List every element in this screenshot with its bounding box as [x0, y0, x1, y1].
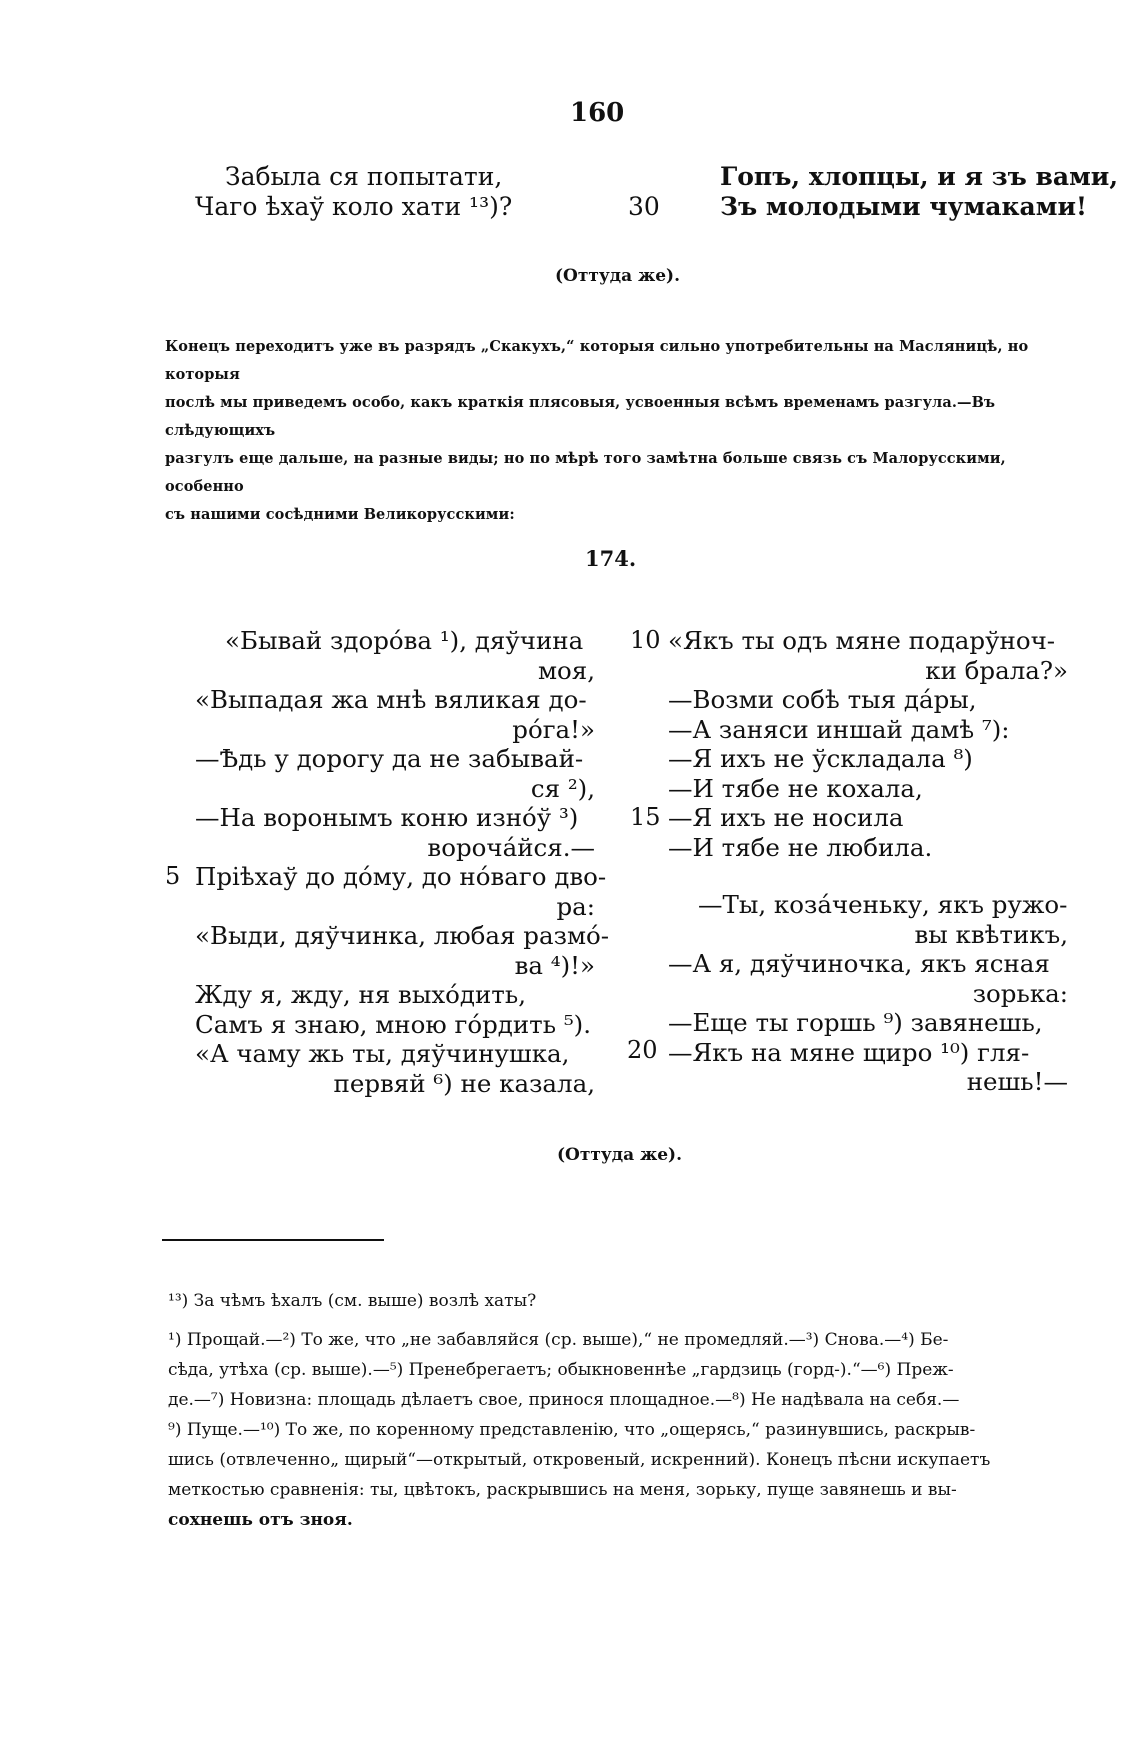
footnote-line: меткостью сравненiя: ты, цвѣтокъ, раскрывшись на меня, зорьку, пуще завянешь и вы- [168, 1480, 957, 1500]
source-note-2: (Оттуда же). [557, 1145, 683, 1165]
poem-line: рóга!» [512, 714, 595, 744]
poem-line: —И тябе не любила. [668, 832, 933, 862]
poem-line: —Я ихъ не ўскладала ⁸) [668, 744, 973, 773]
poem-line: —На воронымъ коню изнóў ³) [195, 803, 579, 832]
paragraph-line: Конецъ переходитъ уже въ разрядъ „Скакухъ,“ которыя сильно употребительны на Масляницѣ, но которыя [165, 338, 1029, 383]
stanza-gap [668, 862, 1068, 890]
poem-line: —Ты, козáченьку, якъ ружо- [698, 890, 1068, 919]
poem-line: зорька: [972, 978, 1068, 1008]
footnote-line: шись (отвлеченно„ щирый“—открытый, откровеный, искренний). Конецъ пѣсни искупаетъ [168, 1450, 991, 1470]
footnote-line: ¹) Прощай.—²) То же, что „не забавляйся (ср. выше),“ не промедляй.—³) Снова.—⁴) Бе- [168, 1330, 949, 1350]
poem-line: ся ²), [530, 773, 595, 803]
poem-line: —Ѣдь у дорогу да не забывай- [195, 744, 584, 773]
poem-line: —И тябе не кохала, [668, 773, 923, 803]
paragraph-line: съ нашими сосѣдними Великорусскими: [165, 506, 515, 523]
song-number: 174. [585, 546, 637, 571]
poem-line: —А я, дяўчиночка, якъ ясная [668, 949, 1050, 978]
poem-line: Жду я, жду, ня выхóдить, [195, 980, 526, 1009]
line-number-20: 20 [627, 1036, 658, 1064]
footnote-line: де.—⁷) Новизна: площадь дѣлаетъ свое, принося площадное.—⁸) Не надѣвала на себя.— [168, 1390, 960, 1410]
poem-line: —Якъ на мяне щиро ¹⁰) гля- [668, 1037, 1030, 1067]
footnote-divider [162, 1239, 384, 1241]
poem-line: вы квѣтикъ, [914, 919, 1068, 949]
poem-line: «А чаму жь ты, дяўчинушка, [195, 1039, 570, 1068]
poem-line: первяй ⁶) не казала, [333, 1068, 595, 1098]
footnote-line: сѣда, утѣха (ср. выше).—⁵) Пренебрегаетъ; обыкновеннѣе „гардзиць (горд-).“—⁶) Преж- [168, 1360, 954, 1380]
source-note-1: (Оттуда же). [555, 266, 681, 286]
line-number-5: 5 [165, 862, 181, 890]
poem-line: Самъ я знаю, мною гóрдить ⁵). [195, 1009, 592, 1039]
top-stanza-right-line-1: Гопъ, хлопцы, и я зъ вами, [720, 162, 1119, 191]
footnote-line: ⁹) Пуще.—¹⁰) То же, по коренному представленiю, что „ощерясь,“ разинувшись, раскрыв- [168, 1420, 976, 1440]
top-stanza-right-line-2: Зъ молодыми чумаками! [720, 192, 1087, 221]
poem-line: —Я ихъ не носила [668, 803, 904, 832]
line-number-10: 10 [630, 626, 661, 654]
footnotes-block [168, 1325, 1068, 1535]
paragraph-line: послѣ мы приведемъ особо, какъ краткія плясовыя, усвоенныя всѣмъ временамъ разгула.—Въ слѣдующихъ [165, 394, 996, 439]
poem-line: «Бывай здорóва ¹), дяўчина [225, 626, 584, 655]
poem-line: —Возми собѣ тыя дáры, [668, 685, 977, 714]
page-number: 160 [570, 98, 625, 128]
poem-line: «Выди, дяўчинка, любая размó- [195, 921, 610, 950]
intro-paragraph [165, 333, 1065, 529]
poem-line: Прiѣхаў до дóму, до нóваго дво- [195, 862, 607, 891]
poem-line: «Выпадая жа мнѣ вяликая до- [195, 685, 587, 714]
line-number-15: 15 [630, 803, 661, 831]
poem-line: ра: [556, 891, 595, 921]
poem-line: ва ⁴)!» [514, 950, 595, 980]
left-poem-column [155, 626, 610, 1098]
paragraph-line: разгулъ еще дальше, на разные виды; но по мѣрѣ того замѣтна больше связь съ Малорусскими, особенно [165, 450, 1006, 495]
poem-line: моя, [537, 655, 595, 685]
top-stanza-line-number: 30 [628, 192, 660, 221]
footnote-13: ¹³) За чѣмъ ѣхалъ (см. выше) возлѣ хаты? [168, 1291, 537, 1311]
poem-line: ки брала?» [925, 655, 1068, 685]
poem-line: —А заняси иншай дамѣ ⁷): [668, 714, 1010, 744]
top-stanza-left-line-2: Чаго ѣхаў коло хати ¹³)? [195, 192, 513, 221]
poem-line: —Еще ты горшь ⁹) завянешь, [668, 1008, 1043, 1037]
poem-line: ворочáйся.— [427, 832, 595, 862]
right-poem-column [668, 626, 1068, 1097]
poem-line: «Якъ ты одъ мяне подарўноч- [668, 626, 1056, 655]
footnote-line: сохнешь отъ зноя. [168, 1510, 353, 1530]
top-stanza-left-line-1: Забыла ся попытати, [225, 162, 503, 191]
poem-line: нешь!— [966, 1067, 1068, 1096]
